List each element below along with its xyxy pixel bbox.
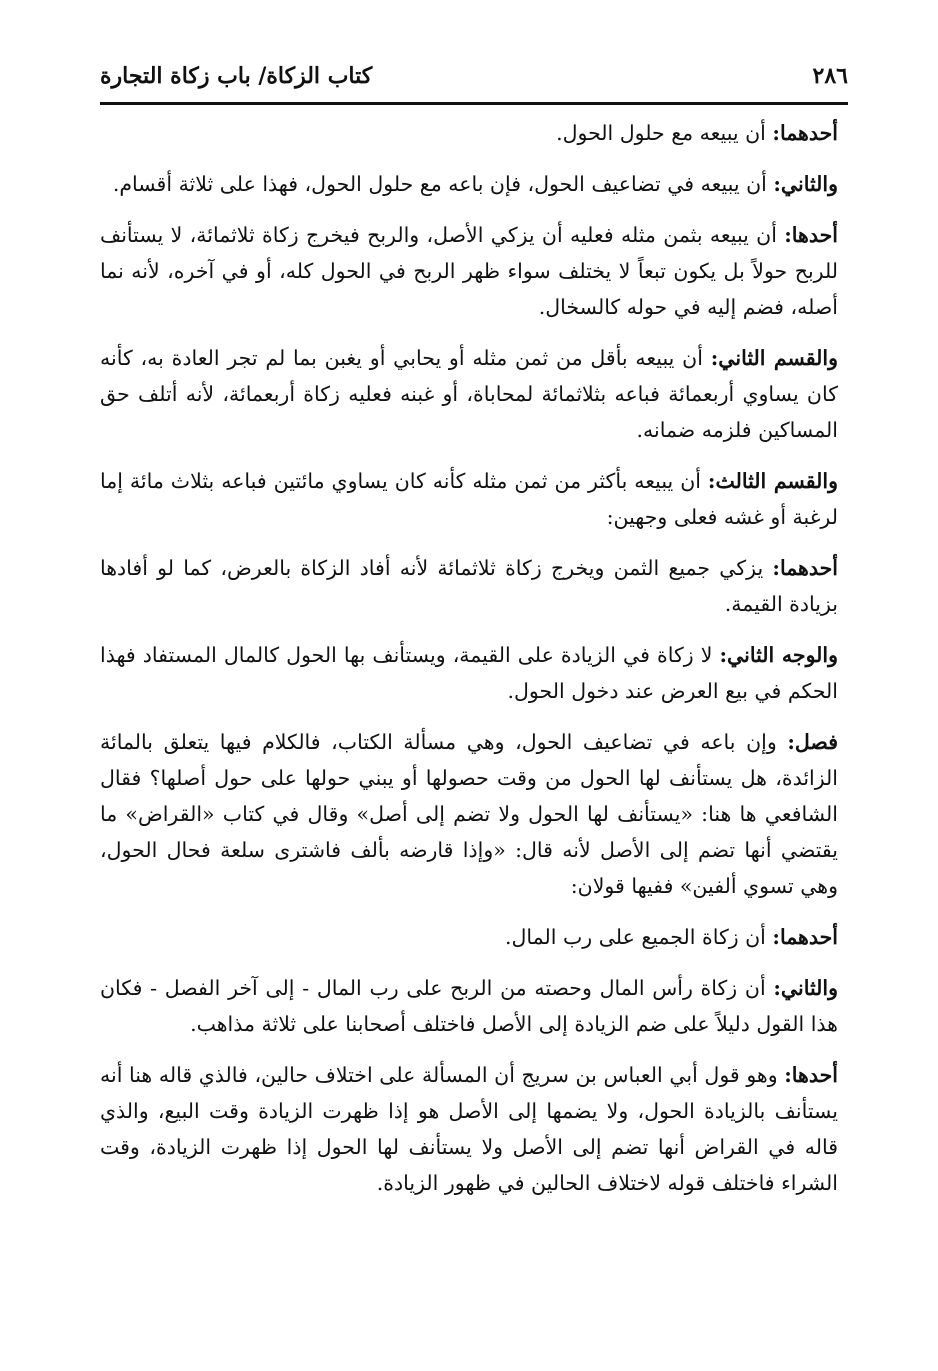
paragraph — [100, 919, 838, 955]
paragraph — [100, 970, 838, 1042]
paragraph-text: أن زكاة الجميع على رب المال. — [505, 925, 773, 949]
paragraph-lead: أحدها: — [784, 223, 838, 247]
paragraph-lead: فصل: — [787, 730, 838, 754]
paragraph-text: وإن باعه في تضاعيف الحول، وهي مسألة الكتاب، فالكلام فيها يتعلق بالمائة الزائدة، هل يستأنف لها الحول من وقت حصولها أو يبني حولها على حول أصلها؟ فقال الشافعي ها هنا: «يستأنف لها الحول ولا تضم إلى أصل» وقال في كتاب «القراض» ما يقتضي أنها تضم إلى الأصل لأنه قال: «وإذا قارضه بألف فاشترى سلعة فحال الحول، وهي تسوي ألفين» ففيها قولان: — [100, 730, 838, 898]
paragraph — [100, 637, 838, 709]
paragraph-text: أن يبيعه في تضاعيف الحول، فإن باعه مع حلول الحول، فهذا على ثلاثة أقسام. — [112, 172, 774, 196]
paragraph-text: لا زكاة في الزيادة على القيمة، ويستأنف بها الحول كالمال المستفاد فهذا الحكم في بيع العرض عند دخول الحول. — [100, 643, 838, 703]
page-header — [100, 56, 848, 105]
paragraph — [100, 1057, 838, 1201]
paragraph-lead: والثاني: — [773, 172, 838, 196]
paragraph — [100, 166, 838, 202]
paragraph — [100, 550, 838, 622]
paragraph-lead: أحدها: — [784, 1063, 838, 1087]
paragraph-text: أن يبيعه بثمن مثله فعليه أن يزكي الأصل، والربح فيخرج زكاة ثلاثمائة، لا يستأنف للربح حولاً بل يكون تبعاً لا يختلف سواء ظهر الربح في الحول كله، أو في آخره، لأنه نما أصله، فضم إليه في حوله كالسخال. — [100, 223, 838, 319]
paragraph-text: أن يبيعه بأكثر من ثمن مثله كأنه كان يساوي مائتين فباعه بثلاث مائة إما لرغبة أو غشه فعلى وجهين: — [100, 469, 838, 529]
paragraph-lead: أحدهما: — [772, 121, 838, 145]
paragraph — [100, 340, 838, 448]
paragraph-text: وهو قول أبي العباس بن سريج أن المسألة على اختلاف حالين، فالذي قاله هنا أنه يستأنف بالزيادة الحول، ولا يضمها إلى الأصل هو إذا ظهرت الزيادة وقت البيع، والذي قاله في القراض أنها تضم إلى الأصل ولا يستأنف لها الحول إذا ظهرت الزيادة، وقت الشراء فاختلف قوله لاختلاف الحالين في ظهور الزيادة. — [100, 1063, 838, 1195]
paragraph-text: يزكي جميع الثمن ويخرج زكاة ثلاثمائة لأنه أفاد الزكاة بالعرض، كما لو أفادها بزيادة القيمة. — [100, 556, 838, 616]
paragraph — [100, 115, 838, 151]
paragraph-text: أن زكاة رأس المال وحصته من الربح على رب المال - إلى آخر الفصل - فكان هذا القول دليلاً على ضم الزيادة إلى الأصل فاختلف أصحابنا على ثلاثة مذاهب. — [100, 976, 838, 1036]
page-number: ٢٨٦ — [812, 63, 848, 89]
paragraph — [100, 217, 838, 325]
body-text — [100, 115, 838, 1216]
paragraph-text: أن يبيعه مع حلول الحول. — [556, 121, 773, 145]
paragraph — [100, 463, 838, 535]
paragraph-lead: والقسم الثالث: — [707, 469, 838, 493]
paragraph-lead: والوجه الثاني: — [719, 643, 839, 667]
paragraph — [100, 724, 838, 904]
paragraph-lead: أحدهما: — [772, 925, 838, 949]
running-title: كتاب الزكاة/ باب زكاة التجارة — [100, 63, 373, 89]
paragraph-lead: والقسم الثاني: — [710, 346, 839, 370]
paragraph-text: أن يبيعه بأقل من ثمن مثله أو يحابي أو يغبن بما لم تجر العادة به، كأنه كان يساوي أربعمائة فباعه بثلاثمائة لمحاباة، أو غبنه فعليه زكاة أربعمائة، لأنه أتلف حق المساكين فلزمه ضمانه. — [100, 346, 838, 442]
paragraph-lead: والثاني: — [773, 976, 838, 1000]
paragraph-lead: أحدهما: — [772, 556, 838, 580]
